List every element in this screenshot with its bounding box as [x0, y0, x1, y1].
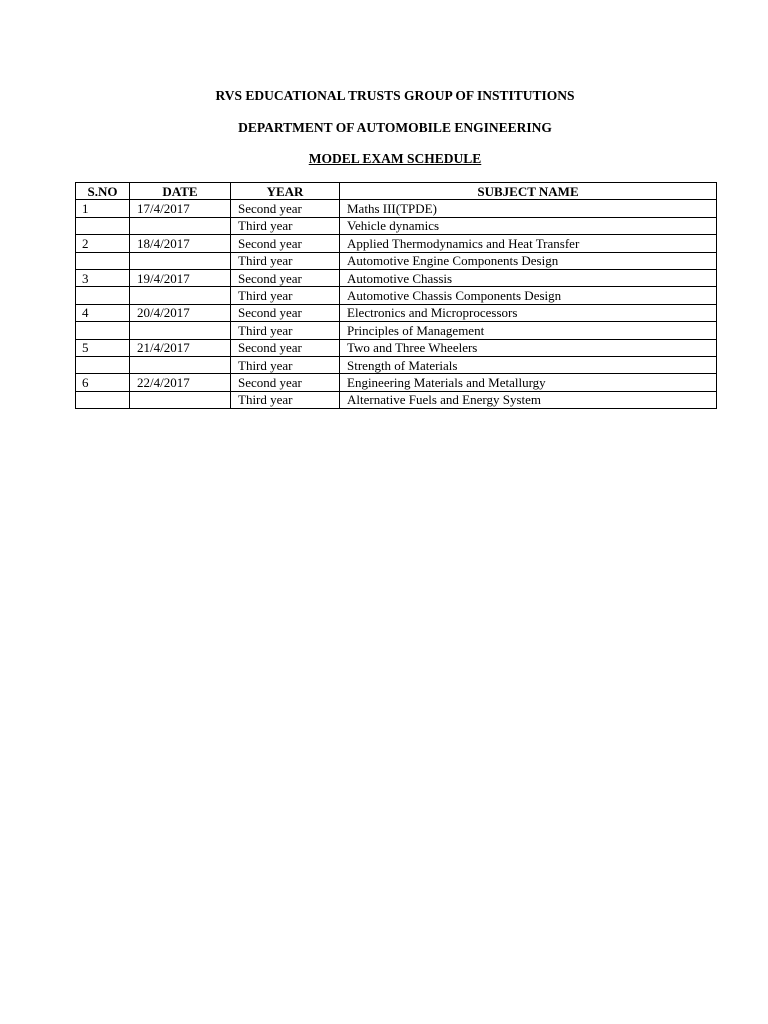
- cell-subject: Electronics and Microprocessors: [340, 304, 717, 321]
- cell-date: 22/4/2017: [130, 374, 231, 391]
- cell-year: Third year: [231, 391, 340, 408]
- exam-schedule-table: [75, 182, 717, 409]
- institution-heading: RVS EDUCATIONAL TRUSTS GROUP OF INSTITUTIONS: [215, 88, 575, 103]
- table-row: [76, 339, 717, 356]
- cell-subject: Vehicle dynamics: [340, 217, 717, 234]
- cell-sno: [76, 391, 130, 408]
- cell-date: 17/4/2017: [130, 200, 231, 217]
- cell-date: [130, 356, 231, 373]
- cell-year: Third year: [231, 287, 340, 304]
- cell-subject: Applied Thermodynamics and Heat Transfer: [340, 235, 717, 252]
- cell-year: Second year: [231, 269, 340, 286]
- cell-date: [130, 322, 231, 339]
- table-row: [76, 322, 717, 339]
- cell-sno: [76, 356, 130, 373]
- table-row: [76, 252, 717, 269]
- cell-subject: Alternative Fuels and Energy System: [340, 391, 717, 408]
- cell-sno: [76, 217, 130, 234]
- cell-subject: Principles of Management: [340, 322, 717, 339]
- cell-sno: [76, 252, 130, 269]
- cell-date: 19/4/2017: [130, 269, 231, 286]
- cell-sno: 2: [76, 235, 130, 252]
- table-row: [76, 304, 717, 321]
- cell-year: Second year: [231, 200, 340, 217]
- cell-sno: 4: [76, 304, 130, 321]
- cell-year: Third year: [231, 252, 340, 269]
- cell-date: 20/4/2017: [130, 304, 231, 321]
- table-row: [76, 217, 717, 234]
- cell-year: Third year: [231, 217, 340, 234]
- table-row: [76, 287, 717, 304]
- header-sno: S.NO: [76, 183, 130, 200]
- table-row: [76, 235, 717, 252]
- cell-subject: Maths III(TPDE): [340, 200, 717, 217]
- cell-date: [130, 252, 231, 269]
- cell-date: [130, 217, 231, 234]
- header-year: YEAR: [231, 183, 340, 200]
- header-subject: SUBJECT NAME: [340, 183, 717, 200]
- cell-year: Third year: [231, 356, 340, 373]
- cell-year: Second year: [231, 304, 340, 321]
- department-heading: DEPARTMENT OF AUTOMOBILE ENGINEERING: [238, 120, 552, 135]
- cell-subject: Automotive Chassis: [340, 269, 717, 286]
- cell-sno: [76, 287, 130, 304]
- cell-subject: Engineering Materials and Metallurgy: [340, 374, 717, 391]
- cell-sno: 3: [76, 269, 130, 286]
- cell-year: Third year: [231, 322, 340, 339]
- cell-sno: 5: [76, 339, 130, 356]
- cell-date: [130, 287, 231, 304]
- table-header-row: [76, 183, 717, 200]
- table-row: [76, 200, 717, 217]
- cell-year: Second year: [231, 235, 340, 252]
- cell-date: [130, 391, 231, 408]
- table-row: [76, 356, 717, 373]
- cell-subject: Automotive Chassis Components Design: [340, 287, 717, 304]
- cell-date: 18/4/2017: [130, 235, 231, 252]
- cell-sno: 1: [76, 200, 130, 217]
- cell-sno: 6: [76, 374, 130, 391]
- page-title: MODEL EXAM SCHEDULE: [308, 151, 482, 166]
- table-row: [76, 391, 717, 408]
- cell-subject: Strength of Materials: [340, 356, 717, 373]
- table-row: [76, 269, 717, 286]
- cell-subject: Two and Three Wheelers: [340, 339, 717, 356]
- cell-year: Second year: [231, 374, 340, 391]
- table-row: [76, 374, 717, 391]
- cell-sno: [76, 322, 130, 339]
- cell-subject: Automotive Engine Components Design: [340, 252, 717, 269]
- cell-date: 21/4/2017: [130, 339, 231, 356]
- header-date: DATE: [130, 183, 231, 200]
- cell-year: Second year: [231, 339, 340, 356]
